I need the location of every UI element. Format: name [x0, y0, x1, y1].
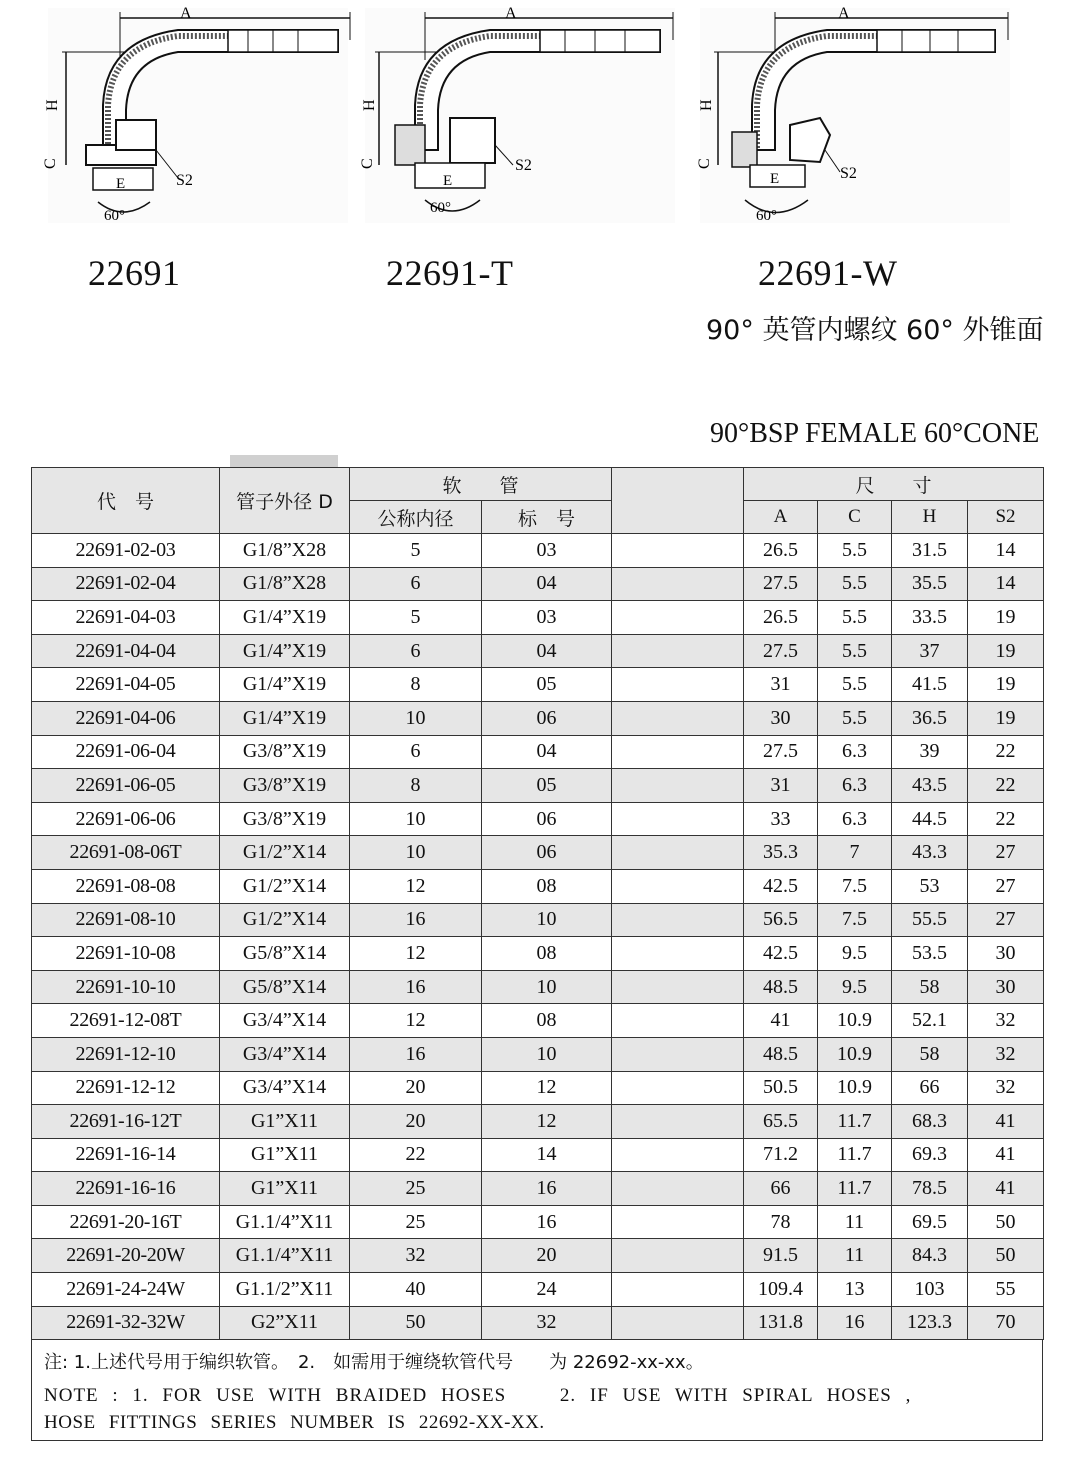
cell-s2: 22	[968, 802, 1044, 836]
svg-text:A: A	[838, 5, 850, 22]
cell-h: 35.5	[892, 567, 968, 601]
cell-hose-dn: 10	[350, 836, 482, 870]
cell-a: 65.5	[744, 1105, 818, 1139]
cell-c: 7.5	[818, 869, 892, 903]
cell-pipe-od: G1”X11	[220, 1105, 350, 1139]
cell-c: 5.5	[818, 634, 892, 668]
cell-blank	[612, 1205, 744, 1239]
cell-code: 22691-08-06T	[32, 836, 220, 870]
cell-hose-mark: 04	[482, 634, 612, 668]
cell-h: 39	[892, 735, 968, 769]
cell-s2: 14	[968, 534, 1044, 568]
cell-h: 69.5	[892, 1205, 968, 1239]
cell-pipe-od: G1”X11	[220, 1138, 350, 1172]
cell-blank	[612, 1172, 744, 1206]
svg-text:H: H	[698, 99, 715, 111]
cell-h: 43.5	[892, 769, 968, 803]
cell-s2: 14	[968, 567, 1044, 601]
cell-blank	[612, 1239, 744, 1273]
cell-blank	[612, 769, 744, 803]
cell-hose-dn: 5	[350, 534, 482, 568]
cell-a: 26.5	[744, 601, 818, 635]
specification-table	[31, 467, 1044, 1340]
cell-pipe-od: G3/8”X19	[220, 802, 350, 836]
cell-pipe-od: G1.1/4”X11	[220, 1205, 350, 1239]
cell-pipe-od: G1/4”X19	[220, 634, 350, 668]
cell-c: 6.3	[818, 735, 892, 769]
header-hose-dn: 公称内径	[350, 501, 482, 534]
cell-c: 6.3	[818, 802, 892, 836]
cell-s2: 30	[968, 970, 1044, 1004]
cell-hose-dn: 16	[350, 1037, 482, 1071]
cell-hose-mark: 12	[482, 1105, 612, 1139]
cell-hose-mark: 05	[482, 668, 612, 702]
svg-text:E: E	[116, 176, 126, 192]
cell-pipe-od: G1”X11	[220, 1172, 350, 1206]
cell-a: 42.5	[744, 937, 818, 971]
header-h: H	[892, 501, 968, 534]
table-row	[32, 567, 1044, 601]
cell-code: 22691-04-04	[32, 634, 220, 668]
cell-a: 109.4	[744, 1273, 818, 1307]
header-s2: S2	[968, 501, 1044, 534]
cell-c: 5.5	[818, 601, 892, 635]
cell-hose-mark: 08	[482, 937, 612, 971]
cell-hose-dn: 12	[350, 1004, 482, 1038]
header-a: A	[744, 501, 818, 534]
cell-hose-mark: 08	[482, 869, 612, 903]
cell-hose-mark: 03	[482, 601, 612, 635]
cell-pipe-od: G1.1/2”X11	[220, 1273, 350, 1307]
cell-a: 66	[744, 1172, 818, 1206]
cell-hose-mark: 20	[482, 1239, 612, 1273]
table-row	[32, 601, 1044, 635]
cell-blank	[612, 1105, 744, 1139]
header-blank	[612, 468, 744, 534]
cell-blank	[612, 601, 744, 635]
cell-pipe-od: G1/2”X14	[220, 836, 350, 870]
cell-h: 53	[892, 869, 968, 903]
cell-c: 16	[818, 1306, 892, 1340]
cell-s2: 70	[968, 1306, 1044, 1340]
cell-pipe-od: G3/8”X19	[220, 735, 350, 769]
cell-code: 22691-12-12	[32, 1071, 220, 1105]
cell-s2: 32	[968, 1071, 1044, 1105]
cell-h: 53.5	[892, 937, 968, 971]
cell-hose-mark: 04	[482, 735, 612, 769]
cell-pipe-od: G3/4”X14	[220, 1037, 350, 1071]
cell-hose-mark: 08	[482, 1004, 612, 1038]
svg-text:C: C	[42, 158, 59, 169]
cell-s2: 50	[968, 1205, 1044, 1239]
cell-c: 5.5	[818, 534, 892, 568]
cell-hose-dn: 8	[350, 769, 482, 803]
svg-text:E: E	[770, 171, 780, 187]
cell-code: 22691-32-32W	[32, 1306, 220, 1340]
cell-code: 22691-24-24W	[32, 1273, 220, 1307]
cell-code: 22691-02-04	[32, 567, 220, 601]
cell-hose-mark: 10	[482, 1037, 612, 1071]
cell-a: 91.5	[744, 1239, 818, 1273]
cell-hose-mark: 04	[482, 567, 612, 601]
cell-blank	[612, 668, 744, 702]
cell-a: 33	[744, 802, 818, 836]
cell-blank	[612, 534, 744, 568]
cell-a: 31	[744, 769, 818, 803]
svg-text:C: C	[359, 158, 376, 169]
cell-hose-dn: 10	[350, 802, 482, 836]
header-hose: 软 管	[350, 468, 612, 501]
cell-code: 22691-20-20W	[32, 1239, 220, 1273]
cell-blank	[612, 937, 744, 971]
table-row	[32, 970, 1044, 1004]
cell-h: 44.5	[892, 802, 968, 836]
decorative-tab	[230, 455, 338, 467]
cell-c: 7	[818, 836, 892, 870]
cell-hose-dn: 12	[350, 937, 482, 971]
cell-code: 22691-08-10	[32, 903, 220, 937]
cell-s2: 22	[968, 769, 1044, 803]
cell-a: 42.5	[744, 869, 818, 903]
fitting-diagram-22691	[28, 0, 358, 235]
table-row	[32, 534, 1044, 568]
cell-h: 69.3	[892, 1138, 968, 1172]
svg-text:A: A	[505, 5, 517, 22]
table-row	[32, 802, 1044, 836]
cell-hose-dn: 6	[350, 735, 482, 769]
cell-hose-mark: 32	[482, 1306, 612, 1340]
cell-c: 10.9	[818, 1071, 892, 1105]
table-row	[32, 668, 1044, 702]
cell-a: 56.5	[744, 903, 818, 937]
label-a: A	[180, 5, 192, 22]
cell-hose-mark: 06	[482, 836, 612, 870]
cell-hose-dn: 20	[350, 1105, 482, 1139]
cell-code: 22691-06-06	[32, 802, 220, 836]
fitting-diagram-22691-w	[690, 0, 1020, 235]
cell-a: 26.5	[744, 534, 818, 568]
cell-hose-dn: 20	[350, 1071, 482, 1105]
cell-hose-mark: 10	[482, 970, 612, 1004]
cell-h: 43.3	[892, 836, 968, 870]
cell-s2: 32	[968, 1004, 1044, 1038]
header-pipe-od: 管子外径 D	[220, 468, 350, 534]
cell-h: 58	[892, 970, 968, 1004]
cell-h: 41.5	[892, 668, 968, 702]
cell-pipe-od: G1/4”X19	[220, 601, 350, 635]
cell-c: 13	[818, 1273, 892, 1307]
table-row	[32, 836, 1044, 870]
cell-s2: 30	[968, 937, 1044, 971]
cell-a: 48.5	[744, 1037, 818, 1071]
cell-hose-mark: 06	[482, 802, 612, 836]
cell-blank	[612, 970, 744, 1004]
cell-code: 22691-16-16	[32, 1172, 220, 1206]
cell-c: 11	[818, 1239, 892, 1273]
cell-h: 37	[892, 634, 968, 668]
cell-hose-dn: 32	[350, 1239, 482, 1273]
cell-hose-dn: 25	[350, 1172, 482, 1206]
cell-c: 10.9	[818, 1037, 892, 1071]
cell-code: 22691-12-10	[32, 1037, 220, 1071]
cell-pipe-od: G1/8”X28	[220, 534, 350, 568]
cell-pipe-od: G1/4”X19	[220, 668, 350, 702]
table-row	[32, 1037, 1044, 1071]
cell-h: 103	[892, 1273, 968, 1307]
cell-c: 11.7	[818, 1105, 892, 1139]
table-row	[32, 869, 1044, 903]
cell-pipe-od: G3/4”X14	[220, 1071, 350, 1105]
cell-code: 22691-10-10	[32, 970, 220, 1004]
cell-pipe-od: G1/2”X14	[220, 869, 350, 903]
model-label-22691-t: 22691-T	[386, 253, 514, 293]
cell-h: 55.5	[892, 903, 968, 937]
cell-blank	[612, 869, 744, 903]
cell-s2: 27	[968, 903, 1044, 937]
cell-h: 78.5	[892, 1172, 968, 1206]
cell-hose-dn: 50	[350, 1306, 482, 1340]
cell-hose-mark: 05	[482, 769, 612, 803]
svg-text:E: E	[443, 173, 453, 189]
cell-h: 123.3	[892, 1306, 968, 1340]
cell-pipe-od: G1/8”X28	[220, 567, 350, 601]
cell-pipe-od: G1/4”X19	[220, 701, 350, 735]
table-body	[32, 534, 1044, 1340]
cell-code: 22691-20-16T	[32, 1205, 220, 1239]
cell-hose-dn: 25	[350, 1205, 482, 1239]
cell-hose-mark: 10	[482, 903, 612, 937]
cell-hose-dn: 40	[350, 1273, 482, 1307]
cell-code: 22691-16-12T	[32, 1105, 220, 1139]
cell-a: 48.5	[744, 970, 818, 1004]
cell-blank	[612, 802, 744, 836]
table-row	[32, 1306, 1044, 1340]
svg-text:S2: S2	[840, 165, 857, 182]
cell-pipe-od: G1.1/4”X11	[220, 1239, 350, 1273]
cell-s2: 19	[968, 634, 1044, 668]
cell-s2: 32	[968, 1037, 1044, 1071]
cell-hose-dn: 10	[350, 701, 482, 735]
table-row	[32, 1138, 1044, 1172]
cell-blank	[612, 836, 744, 870]
cell-h: 33.5	[892, 601, 968, 635]
cell-code: 22691-12-08T	[32, 1004, 220, 1038]
cell-code: 22691-04-06	[32, 701, 220, 735]
cell-s2: 41	[968, 1105, 1044, 1139]
description-chinese: 90° 英管内螺纹 60° 外锥面	[706, 315, 1044, 346]
cell-hose-mark: 24	[482, 1273, 612, 1307]
cell-pipe-od: G1/2”X14	[220, 903, 350, 937]
cell-c: 5.5	[818, 668, 892, 702]
table-row	[32, 1273, 1044, 1307]
header-hose-mark: 标 号	[482, 501, 612, 534]
table-row	[32, 1105, 1044, 1139]
cell-blank	[612, 1037, 744, 1071]
cell-blank	[612, 735, 744, 769]
cell-a: 41	[744, 1004, 818, 1038]
cell-pipe-od: G5/8”X14	[220, 970, 350, 1004]
cell-a: 27.5	[744, 735, 818, 769]
svg-text:H: H	[361, 99, 378, 111]
table-row	[32, 1205, 1044, 1239]
cell-hose-mark: 14	[482, 1138, 612, 1172]
cell-a: 71.2	[744, 1138, 818, 1172]
cell-code: 22691-10-08	[32, 937, 220, 971]
cell-c: 10.9	[818, 1004, 892, 1038]
cell-blank	[612, 1138, 744, 1172]
table-row	[32, 937, 1044, 971]
cell-code: 22691-04-03	[32, 601, 220, 635]
svg-text:C: C	[696, 158, 713, 169]
cell-c: 5.5	[818, 567, 892, 601]
svg-text:60°: 60°	[756, 208, 777, 224]
cell-h: 68.3	[892, 1105, 968, 1139]
cell-code: 22691-04-05	[32, 668, 220, 702]
header-code: 代 号	[32, 468, 220, 534]
table-row	[32, 1172, 1044, 1206]
cell-s2: 55	[968, 1273, 1044, 1307]
cell-a: 78	[744, 1205, 818, 1239]
table-row	[32, 769, 1044, 803]
svg-text:60°: 60°	[430, 200, 451, 216]
cell-blank	[612, 701, 744, 735]
cell-h: 52.1	[892, 1004, 968, 1038]
note-english-line2: HOSE FITTINGS SERIES NUMBER IS 22692-XX-XX.	[44, 1412, 545, 1433]
cell-a: 35.3	[744, 836, 818, 870]
cell-blank	[612, 634, 744, 668]
cell-pipe-od: G3/4”X14	[220, 1004, 350, 1038]
cell-hose-dn: 5	[350, 601, 482, 635]
cell-a: 50.5	[744, 1071, 818, 1105]
svg-text:H: H	[44, 99, 61, 111]
cell-s2: 41	[968, 1138, 1044, 1172]
table-row	[32, 1071, 1044, 1105]
cell-s2: 27	[968, 836, 1044, 870]
note-english-line1: NOTE : 1. FOR USE WITH BRAIDED HOSES 2. IF USE WITH SPIRAL HOSES ,	[44, 1385, 912, 1406]
cell-c: 9.5	[818, 937, 892, 971]
model-label-22691-w: 22691-W	[758, 253, 898, 293]
cell-s2: 19	[968, 668, 1044, 702]
cell-code: 22691-08-08	[32, 869, 220, 903]
cell-hose-dn: 16	[350, 903, 482, 937]
model-label-22691: 22691	[88, 253, 181, 293]
cell-c: 5.5	[818, 701, 892, 735]
cell-s2: 27	[968, 869, 1044, 903]
table-row	[32, 1239, 1044, 1273]
svg-text:S2: S2	[176, 172, 193, 189]
cell-hose-dn: 6	[350, 634, 482, 668]
cell-hose-mark: 16	[482, 1205, 612, 1239]
cell-s2: 19	[968, 701, 1044, 735]
cell-a: 27.5	[744, 634, 818, 668]
svg-text:60°: 60°	[104, 208, 125, 224]
cell-hose-mark: 16	[482, 1172, 612, 1206]
description-english: 90°BSP FEMALE 60°CONE	[710, 418, 1040, 449]
cell-pipe-od: G5/8”X14	[220, 937, 350, 971]
cell-s2: 41	[968, 1172, 1044, 1206]
cell-h: 84.3	[892, 1239, 968, 1273]
cell-h: 36.5	[892, 701, 968, 735]
cell-c: 6.3	[818, 769, 892, 803]
cell-hose-dn: 16	[350, 970, 482, 1004]
cell-pipe-od: G3/8”X19	[220, 769, 350, 803]
cell-code: 22691-06-04	[32, 735, 220, 769]
cell-hose-mark: 03	[482, 534, 612, 568]
svg-text:S2: S2	[515, 157, 532, 174]
cell-code: 22691-02-03	[32, 534, 220, 568]
cell-c: 9.5	[818, 970, 892, 1004]
cell-pipe-od: G2”X11	[220, 1306, 350, 1340]
cell-hose-dn: 12	[350, 869, 482, 903]
cell-blank	[612, 903, 744, 937]
cell-hose-dn: 8	[350, 668, 482, 702]
table-row	[32, 735, 1044, 769]
cell-a: 30	[744, 701, 818, 735]
cell-a: 31	[744, 668, 818, 702]
table-row	[32, 701, 1044, 735]
cell-c: 11	[818, 1205, 892, 1239]
cell-blank	[612, 1273, 744, 1307]
cell-s2: 22	[968, 735, 1044, 769]
table-row	[32, 634, 1044, 668]
cell-blank	[612, 1071, 744, 1105]
cell-s2: 19	[968, 601, 1044, 635]
cell-s2: 50	[968, 1239, 1044, 1273]
cell-c: 11.7	[818, 1172, 892, 1206]
cell-code: 22691-16-14	[32, 1138, 220, 1172]
cell-c: 11.7	[818, 1138, 892, 1172]
notes-box	[31, 1340, 1043, 1441]
table-row	[32, 1004, 1044, 1038]
cell-h: 66	[892, 1071, 968, 1105]
cell-hose-dn: 22	[350, 1138, 482, 1172]
cell-h: 31.5	[892, 534, 968, 568]
cell-h: 58	[892, 1037, 968, 1071]
header-dimensions: 尺 寸	[744, 468, 1044, 501]
cell-a: 27.5	[744, 567, 818, 601]
note-chinese: 注: 1.上述代号用于编织软管。 2. 如需用于缠绕软管代号 为 22692-xx-xx。	[44, 1352, 704, 1373]
cell-a: 131.8	[744, 1306, 818, 1340]
cell-hose-mark: 06	[482, 701, 612, 735]
cell-blank	[612, 1004, 744, 1038]
cell-c: 7.5	[818, 903, 892, 937]
cell-hose-dn: 6	[350, 567, 482, 601]
header-c: C	[818, 501, 892, 534]
fitting-diagram-22691-t	[355, 0, 685, 235]
cell-blank	[612, 1306, 744, 1340]
cell-hose-mark: 12	[482, 1071, 612, 1105]
cell-blank	[612, 567, 744, 601]
table-row	[32, 903, 1044, 937]
cell-code: 22691-06-05	[32, 769, 220, 803]
